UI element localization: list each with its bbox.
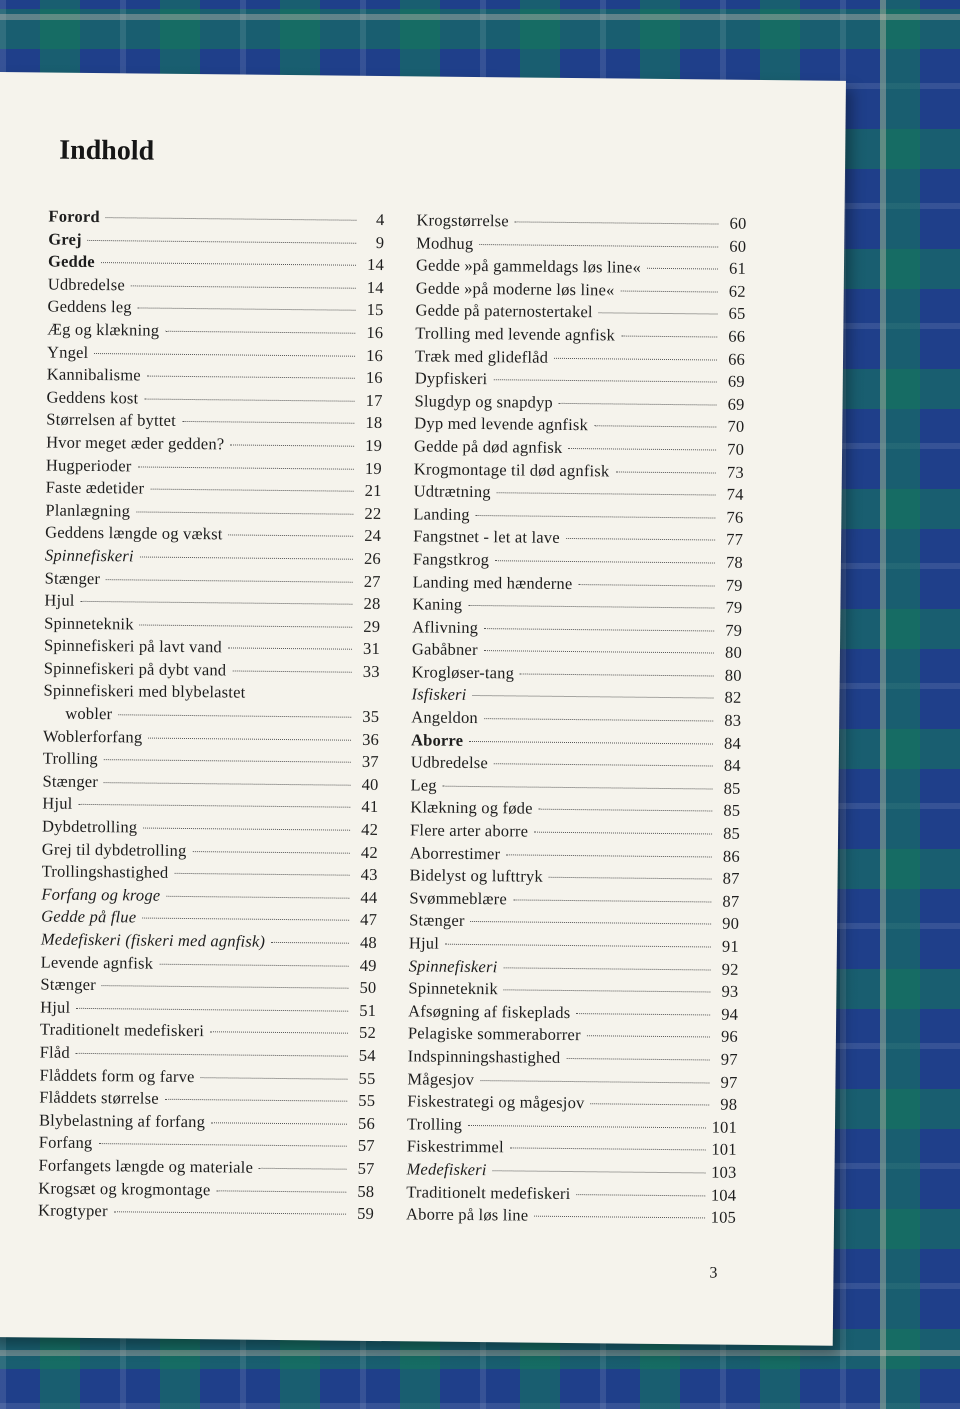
toc-dot-leader [493, 1170, 706, 1173]
toc-entry-page: 97 [720, 1072, 738, 1092]
toc-entry-label: Landing med hænderne [412, 571, 573, 593]
toc-entry-label: Krogtyper [37, 1200, 108, 1221]
toc-dot-leader [201, 1077, 348, 1080]
toc-dot-leader [138, 308, 356, 311]
toc-entry-label: Hjul [44, 590, 75, 610]
toc-entry-label: Forfang [38, 1132, 93, 1153]
toc-entry-label: Størrelsen af byttet [46, 409, 177, 431]
toc-dot-leader [192, 851, 349, 854]
toc-entry-page: 69 [727, 394, 745, 414]
toc-dot-leader [534, 832, 712, 835]
toc-entry [38, 1201, 374, 1227]
toc-entry-label: wobler [65, 703, 113, 724]
toc-dot-leader [150, 489, 353, 492]
toc-dot-leader [104, 782, 351, 786]
toc-entry-page: 36 [362, 729, 380, 749]
toc-right-column [406, 210, 747, 1230]
toc-dot-leader [469, 741, 713, 745]
toc-entry-page: 105 [710, 1207, 737, 1227]
toc-entry-page: 87 [722, 891, 740, 911]
toc-dot-leader [468, 605, 714, 609]
toc-entry-page: 54 [358, 1045, 376, 1065]
toc-entry-page: 73 [726, 462, 744, 482]
toc-dot-leader [559, 403, 717, 406]
toc-entry-page: 78 [725, 552, 744, 572]
page-title: Indhold [59, 134, 155, 167]
toc-dot-leader [480, 1080, 709, 1083]
toc-dot-leader [599, 313, 718, 315]
toc-entry-label: Gedde på død agnfisk [414, 436, 563, 457]
toc-dot-leader [578, 584, 714, 586]
toc-dot-leader [104, 759, 351, 763]
toc-entry-page: 86 [722, 846, 740, 866]
toc-dot-leader [94, 353, 355, 357]
toc-dot-leader [621, 335, 717, 337]
toc-entry-label: Aborrestimer [409, 842, 501, 863]
toc-dot-leader [568, 448, 716, 451]
toc-entry-label: Krogstørrelse [416, 210, 509, 231]
toc-entry-page: 65 [728, 304, 746, 324]
toc-entry-page: 29 [363, 616, 381, 636]
toc-entry-page: 84 [723, 755, 741, 776]
toc-entry-page: 66 [728, 326, 746, 346]
toc-dot-leader [494, 763, 713, 766]
toc-entry-label: Spinnefiskeri på dybt vand [43, 658, 227, 680]
toc-entry-label: Kaning [412, 594, 463, 614]
toc-entry-label: Udtrætning [413, 481, 491, 502]
toc-entry-label: Geddens længde og vækst [45, 522, 223, 544]
toc-entry-page: 42 [360, 842, 378, 862]
toc-dot-leader [76, 1008, 348, 1012]
toc-dot-leader [106, 579, 353, 583]
toc-entry-label: Leg [410, 775, 437, 795]
toc-entry-page: 76 [726, 507, 744, 527]
toc-dot-leader [182, 421, 354, 424]
toc-entry-page: 55 [358, 1090, 376, 1111]
toc-dot-leader [131, 285, 356, 288]
toc-entry-label: Mågesjov [407, 1068, 475, 1089]
toc-dot-leader [549, 877, 712, 880]
toc-dot-leader [510, 1148, 706, 1151]
toc-dot-leader [515, 221, 719, 224]
toc-entry-label: Krogsæt og krogmontage [38, 1177, 211, 1199]
toc-entry-label: Aborre på løs line [405, 1204, 529, 1225]
toc-entry-page: 85 [723, 801, 741, 821]
toc-entry-label: Medefiskeri (fiskeri med agnfisk) [40, 929, 266, 951]
toc-dot-leader [647, 268, 718, 270]
toc-entry-page: 42 [361, 819, 379, 840]
toc-entry-label: Fangstkrog [412, 549, 490, 570]
toc-entry-page: 9 [375, 232, 385, 252]
toc-entry-label: Levende agnfisk [40, 952, 154, 973]
toc-entry-label: Hjul [42, 793, 73, 814]
toc-dot-leader [76, 1053, 348, 1057]
toc-entry-label: Kannibalisme [46, 364, 141, 385]
toc-entry-page: 58 [357, 1181, 375, 1201]
toc-entry-page: 31 [362, 639, 381, 659]
toc-entry-page: 55 [358, 1068, 376, 1088]
toc-dot-leader [144, 398, 354, 401]
toc-dot-leader [159, 963, 349, 966]
toc-dot-leader [165, 1099, 347, 1102]
toc-entry-label: Udbredelse [47, 274, 126, 295]
toc-entry-page: 83 [724, 710, 742, 730]
toc-entry-label: Gedde på flue [41, 906, 137, 927]
toc-entry-label: Bidelyst og lufttryk [409, 865, 543, 886]
toc-dot-leader [506, 854, 712, 857]
page-number: 3 [709, 1264, 718, 1282]
toc-entry-label: Fiskestrimmel [406, 1136, 504, 1157]
toc-entry-label: Fangstnet - let at lave [413, 526, 560, 548]
toc-entry-label: Spinnefiskeri [408, 955, 498, 976]
toc-entry-label: Isfiskeri [411, 684, 467, 705]
toc-entry-page: 4 [375, 209, 385, 230]
toc-entry-page: 79 [725, 620, 743, 640]
toc-entry-page: 24 [364, 526, 382, 546]
toc-entry-label: Stænger [409, 910, 465, 931]
toc-entry-label: Traditionelt medefiskeri [406, 1181, 571, 1203]
toc-dot-leader [615, 471, 715, 473]
toc-entry-page: 79 [725, 575, 743, 595]
toc-entry-label: Aflivning [412, 617, 479, 637]
toc-dot-leader [118, 714, 351, 717]
toc-entry-page: 57 [357, 1136, 375, 1156]
toc-entry-label: Landing [413, 504, 470, 524]
toc-entry-page: 41 [361, 797, 379, 817]
toc-entry-page: 19 [364, 458, 382, 478]
toc-entry-page: 26 [363, 548, 382, 568]
toc-dot-leader [102, 985, 349, 989]
toc-dot-leader [468, 1125, 706, 1128]
toc-dot-leader [479, 244, 718, 248]
toc-dot-leader [587, 1036, 710, 1038]
toc-entry-page: 104 [710, 1185, 737, 1205]
toc-dot-leader [476, 515, 716, 519]
toc-dot-leader [101, 262, 356, 266]
toc-entry-label: Krogløser-tang [411, 662, 515, 683]
toc-entry-page: 77 [726, 529, 744, 550]
toc-entry-page: 17 [365, 390, 383, 410]
toc-dot-leader [594, 426, 716, 428]
toc-entry-page: 90 [722, 914, 740, 934]
toc-entry-label: Indspinningshastighed [407, 1046, 561, 1067]
toc-dot-leader [534, 1216, 704, 1219]
toc-entry-label: Grej [48, 229, 82, 249]
toc-entry-page: 70 [727, 416, 745, 437]
toc-entry-page: 27 [363, 571, 381, 591]
toc-dot-leader [513, 899, 711, 902]
toc-dot-leader [232, 670, 351, 672]
toc-dot-leader [484, 650, 714, 653]
toc-dot-leader [229, 535, 354, 537]
toc-entry-page: 70 [727, 439, 745, 459]
toc-entry-page: 101 [711, 1117, 738, 1137]
toc-entry-page: 103 [711, 1162, 737, 1182]
toc-entry-page: 57 [357, 1158, 375, 1178]
toc-entry-label: Forfangets længde og materiale [38, 1155, 254, 1177]
toc-entry-page: 91 [721, 936, 739, 956]
toc-dot-leader [166, 896, 349, 899]
toc-entry-label: Traditionelt medefiskeri [39, 1019, 205, 1041]
toc-entry-label: Pelagiske sommeraborrer [407, 1023, 581, 1045]
toc-entry-page: 18 [365, 413, 383, 433]
toc-entry-label: Grej til dybdetrolling [41, 839, 187, 860]
toc-entry-label: Trolling [406, 1114, 463, 1134]
toc-entry-page: 94 [721, 1004, 739, 1024]
toc-entry-page: 16 [366, 322, 384, 342]
toc-entry-label: Trolling [42, 748, 99, 769]
toc-entry-label: Fiskestrategi og mågesjov [407, 1091, 585, 1113]
toc-dot-leader [443, 786, 713, 790]
toc-entry-label: Stænger [40, 974, 97, 995]
toc-entry-label: Geddens leg [47, 296, 132, 317]
toc-entry-label: Woblerforfang [42, 726, 143, 747]
toc-dot-leader [228, 648, 352, 650]
toc-dot-leader [98, 1143, 346, 1147]
toc-entry-label: Slugdyp og snapdyp [414, 391, 554, 412]
toc-dot-leader [210, 1032, 348, 1034]
toc-dot-leader [88, 240, 357, 244]
toc-entry-page: 85 [723, 778, 741, 798]
toc-entry-label: Flåd [39, 1042, 70, 1062]
toc-entry-label: Spinneteknik [44, 613, 134, 634]
toc-entry-label: Stænger [42, 771, 99, 791]
toc-entry-label: Æg og klækning [47, 319, 160, 340]
toc-entry-label: Spinnefiskeri på lavt vand [43, 635, 223, 657]
toc-dot-leader [143, 828, 350, 831]
toc-entry-label: Gedde på paternostertakel [415, 300, 593, 322]
toc-entry-page: 16 [366, 345, 384, 365]
toc-entry-label: Spinneteknik [408, 978, 499, 999]
toc-entry-page: 61 [728, 258, 747, 279]
toc-entry-label: Gedde »på moderne løs line« [415, 278, 615, 300]
toc-entry-page: 84 [724, 733, 742, 753]
toc-entry-label: Gedde »på gammeldags løs line« [415, 255, 642, 277]
toc-entry-label: Flåddets form og farve [39, 1065, 195, 1086]
toc-dot-leader [271, 942, 349, 944]
toc-entry-label: Hugperioder [45, 455, 132, 475]
toc-dot-leader [484, 718, 713, 721]
toc-dot-leader [472, 695, 713, 699]
toc-entry-page: 33 [362, 661, 380, 681]
toc-entry-label: Spinnefiskeri med blybelastet [43, 680, 246, 703]
toc-dot-leader [147, 376, 355, 379]
toc-entry-page: 80 [724, 642, 743, 663]
toc-entry-page: 15 [366, 300, 384, 320]
toc-dot-leader [174, 873, 349, 876]
toc-dot-leader [211, 1122, 347, 1124]
toc-left-column [38, 207, 385, 1227]
toc-entry-page: 82 [724, 688, 742, 708]
toc-dot-leader [230, 444, 354, 446]
toc-entry-page: 80 [724, 665, 742, 685]
toc-entry-label: Forfang og kroge [41, 884, 161, 905]
toc-dot-leader [136, 511, 353, 514]
toc-entry-label: Faste ædetider [45, 477, 145, 498]
toc-dot-leader [137, 466, 353, 469]
toc-dot-leader [484, 628, 714, 631]
toc-dot-leader [216, 1190, 346, 1192]
toc-dot-leader [576, 1013, 710, 1015]
toc-dot-leader [591, 1103, 710, 1105]
toc-entry-label: Angeldon [411, 707, 479, 728]
toc-entry-page: 96 [720, 1026, 739, 1047]
toc-entry-label: Trollingshastighed [41, 861, 169, 883]
toc-entry-page: 69 [727, 371, 745, 391]
toc-entry-page: 79 [725, 597, 743, 617]
toc-dot-leader [165, 331, 355, 334]
toc-entry-page: 50 [359, 978, 377, 998]
toc-entry-page: 16 [365, 368, 383, 388]
toc-entry-page: 92 [721, 959, 739, 979]
toc-entry-label: Yngel [46, 342, 89, 362]
toc-dot-leader [140, 624, 353, 627]
toc-dot-leader [621, 290, 718, 292]
toc-entry-label: Svømmeblære [409, 888, 508, 909]
toc-entry-label: Forord [48, 206, 100, 227]
toc-entry-label: Dyp med levende agnfisk [414, 413, 589, 435]
toc-entry-label: Hjul [408, 933, 440, 953]
toc-entry-label: Modhug [416, 232, 474, 253]
toc-dot-leader [504, 990, 711, 993]
toc-entry-page: 60 [729, 213, 747, 233]
toc-dot-leader [81, 601, 353, 605]
toc-dot-leader [520, 673, 714, 676]
toc-entry-label: Gabåbner [411, 639, 478, 660]
toc-dot-leader [259, 1168, 347, 1170]
toc-entry-label: Afsøgning af fiskeplads [408, 1001, 571, 1022]
toc-entry-page: 43 [360, 865, 378, 885]
toc-entry-page: 49 [359, 955, 377, 975]
toc-entry-page: 98 [720, 1094, 738, 1114]
toc-dot-leader [114, 1211, 346, 1214]
tablecloth-stripe-top [0, 14, 960, 20]
toc-entry-page: 66 [728, 349, 746, 369]
toc-dot-leader [140, 556, 353, 559]
toc-entry-page: 48 [359, 932, 378, 952]
toc-dot-leader [539, 809, 713, 812]
toc-entry-label: Trolling med levende agnfisk [415, 323, 616, 345]
toc-entry-page: 40 [361, 774, 379, 794]
toc-entry-page: 52 [358, 1023, 377, 1043]
toc-entry-label: Træk med glideflåd [414, 345, 549, 367]
toc-entry-page: 22 [364, 503, 382, 523]
toc-entry-page: 47 [360, 910, 378, 930]
toc-entry-label: Flåddets størrelse [39, 1087, 159, 1108]
toc-entry-page: 60 [729, 236, 747, 256]
toc-entry-page: 85 [723, 823, 741, 843]
toc-entry-label: Dypfiskeri [414, 368, 488, 389]
toc-entry-label: Hjul [40, 997, 71, 1017]
toc-entry-page: 87 [722, 868, 740, 889]
toc-entry-page: 37 [361, 752, 379, 772]
toc-dot-leader [566, 538, 715, 541]
toc-entry-page: 101 [711, 1139, 737, 1160]
toc-entry-page: 62 [728, 281, 746, 301]
toc-entry-label: Aborre [410, 729, 464, 750]
toc-entry-label: Medefiskeri [406, 1159, 487, 1180]
toc-dot-leader [106, 217, 357, 221]
toc-dot-leader [142, 918, 349, 921]
toc-entry-label: Dybdetrolling [42, 816, 138, 837]
toc-entry-page: 51 [359, 1000, 377, 1020]
toc-entry-label: Hvor meget æder gedden? [46, 432, 225, 454]
toc-dot-leader [497, 492, 716, 495]
toc-entry-label: Blybelastning af forfang [38, 1110, 206, 1131]
toc-entry-page: 74 [726, 484, 744, 504]
toc-entry-page: 14 [366, 277, 384, 297]
toc-dot-leader [503, 967, 710, 970]
toc-entry-label: Krogmontage til død agnfisk [413, 458, 610, 480]
toc-entry-label: Udbredelse [410, 752, 489, 773]
tablecloth-stripe-bottom [0, 1350, 960, 1356]
toc-dot-leader [576, 1194, 705, 1196]
toc-entry-page: 93 [721, 981, 739, 1001]
toc-entry-label: Planlægning [45, 500, 131, 521]
toc-dot-leader [445, 944, 711, 948]
toc-entry-page: 35 [362, 706, 380, 727]
toc-dot-leader [78, 804, 350, 808]
toc-dot-leader [493, 379, 716, 382]
toc-entry-label: Spinnefiskeri [44, 545, 134, 566]
toc-entry-page: 28 [363, 593, 381, 614]
toc-entry-page: 21 [364, 480, 382, 501]
toc-entry [406, 1204, 736, 1230]
book-page [0, 72, 846, 1346]
toc-entry-page: 14 [366, 255, 385, 275]
tablecloth-stripe-right [880, 0, 886, 1409]
toc-entry-page: 97 [720, 1049, 738, 1069]
toc-entry-page: 59 [357, 1203, 375, 1224]
toc-entry-page: 19 [365, 435, 383, 455]
toc-dot-leader [148, 737, 351, 740]
toc-entry-label: Gedde [47, 251, 95, 272]
toc-entry-page: 44 [360, 887, 378, 907]
toc-dot-leader [471, 921, 712, 925]
toc-entry-label: Stænger [44, 567, 101, 588]
toc-entry-page: 56 [358, 1113, 376, 1133]
toc-entry-label: Klækning og føde [410, 797, 533, 819]
toc-dot-leader [554, 357, 717, 360]
toc-dot-leader [495, 560, 715, 563]
toc-dot-leader [566, 1058, 709, 1061]
toc-entry-label: Geddens kost [46, 387, 139, 408]
toc-entry-label: Flere arter aborre [409, 820, 529, 841]
